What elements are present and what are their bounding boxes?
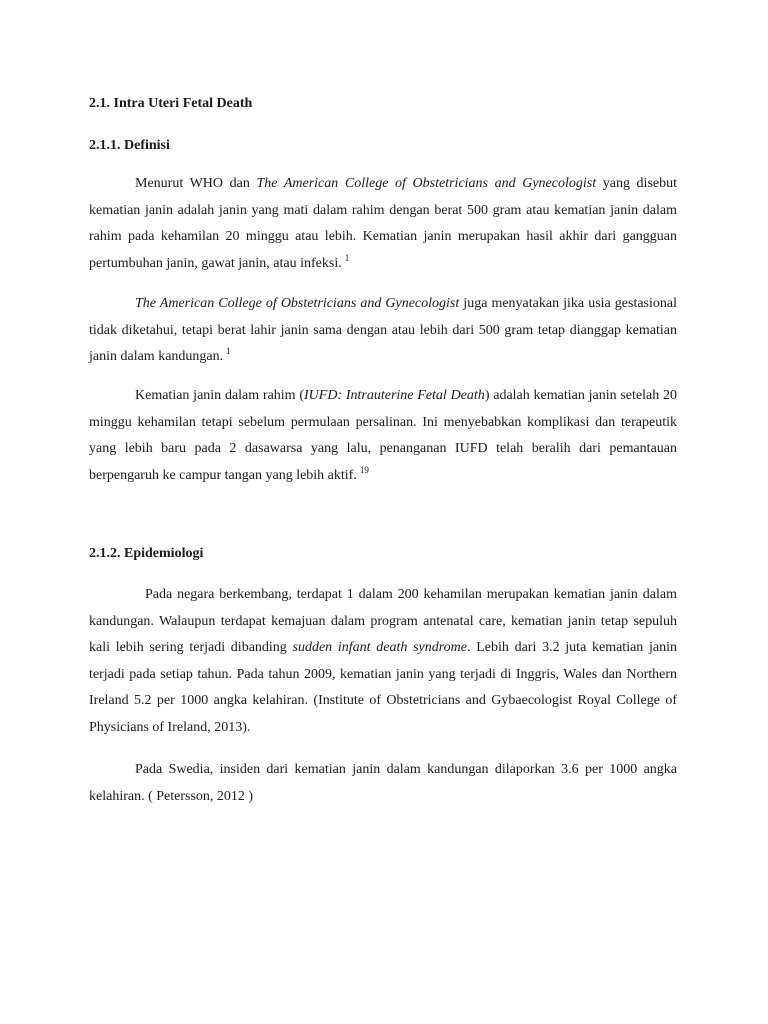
footnote-reference: 1: [226, 346, 231, 357]
paragraph-text: . Lebih dari 3.2 juta kematian janin terjadi pada setiap tahun. Pada tahun 2009, kematian janin yang terjadi di Inggris, Wales dan Northern Ireland 5.2 per 1000 angka kelahiran. (Institute of Obstetricians and Gybaecologist Royal College of Physicians of Ireland, 2013).: [89, 640, 678, 735]
epidemiologi-paragraph-1: [89, 582, 677, 741]
paragraph-text: juga menyatakan jika usia gestasional tidak diketahui, tetapi berat lahir janin sama dengan atau lebih dari 500 gram tetap dianggap kematian janin dalam kandungan.: [89, 296, 678, 364]
definisi-paragraph-1: [89, 171, 677, 277]
footnote-reference: 1: [344, 252, 350, 263]
paragraph-text: Pada Swedia, insiden dari kematian janin dalam kandungan dilaporkan 3.6 per 1000 angka kelahiran. ( Petersson, 2012 ): [89, 762, 677, 804]
paragraph-text: yang disebut kematian janin adalah janin yang mati dalam rahim dengan berat 500 gram atau kematian janin dalam rahim pada kehamilan 20 minggu atau lebih. Kematian janin merupakan hasil akhir dari gangguan pertumbuhan janin, gawat janin, atau infeksi.: [89, 176, 678, 271]
footnote-reference: 19: [359, 464, 369, 475]
paragraph-italic-text: IUFD: Intrauterine Fetal Death: [304, 388, 485, 403]
subsection-heading-epidemiologi: 2.1.2. Epidemiologi: [89, 546, 204, 561]
paragraph-italic-text: The American College of Obstetricians and Gynecologist: [256, 176, 597, 191]
paragraph-italic-text: The American College of Obstetricians and Gynecologist: [135, 296, 460, 311]
definisi-paragraph-3: [89, 383, 677, 489]
paragraph-text: Menurut WHO dan: [135, 176, 257, 191]
definisi-paragraph-2: [89, 291, 677, 371]
paragraph-text: Pada negara berkembang, terdapat 1 dalam 200 kehamilan merupakan kematian janin dalam kandungan. Walaupun terdapat kemajuan dalam program antenatal care, kematian janin tetap sepuluh kali lebih sering terjadi dibanding: [89, 587, 677, 655]
paragraph-italic-text: sudden infant death syndrome: [292, 640, 468, 655]
paragraph-text: Kematian janin dalam rahim (: [135, 388, 304, 403]
paragraph-text: ) adalah kematian janin setelah 20 minggu kehamilan tetapi sebelum permulaan persalinan. Ini menyebabkan komplikasi dan terapeutik yang lebih baru pada 2 dasawarsa yang lalu, penanganan IUFD telah beralih dari pemantauan berpengaruh ke campur tangan yang lebih aktif.: [89, 388, 677, 483]
subsection-heading-definisi: 2.1.1. Definisi: [89, 138, 170, 153]
section-heading-intra-uteri-fetal-death: 2.1. Intra Uteri Fetal Death: [89, 96, 253, 111]
epidemiologi-paragraph-2: [89, 757, 677, 810]
